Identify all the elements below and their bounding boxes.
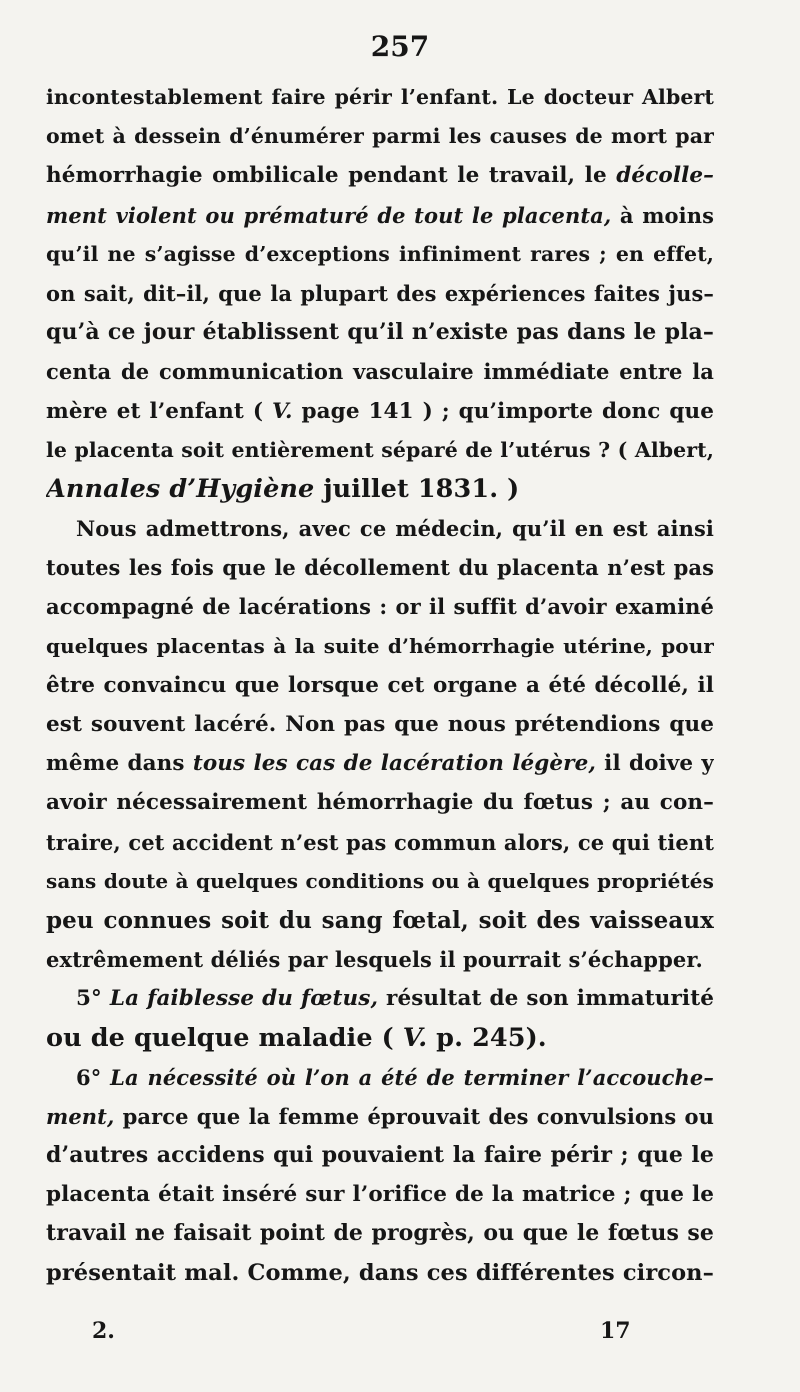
text-line	[46, 744, 714, 783]
text-line	[46, 156, 714, 195]
text-segment: Nous admettrons, avec ce médecin, qu’il en est ainsi	[76, 516, 714, 542]
text-line	[46, 509, 714, 548]
italic-text: V.	[402, 1022, 428, 1053]
text-segment: il doive y	[595, 751, 714, 777]
text-segment: présentait mal. Comme, dans ces différentes circon–	[46, 1259, 714, 1286]
text-segment: qu’il ne s’agisse d’exceptions infiniment rares ; en effet,	[46, 241, 714, 266]
text-segment: qu’à ce jour établissent qu’il n’existe pas dans le pla–	[46, 319, 714, 346]
text-line	[46, 823, 714, 862]
text-segment: toutes les fois que le décollement du placenta n’est pas	[46, 555, 714, 581]
text-segment: résultat de son immaturité	[378, 986, 714, 1012]
text-segment: extrêmement déliés par lesquels il pourrait s’échapper.	[46, 947, 703, 973]
italic-text: La faiblesse du fœtus,	[109, 986, 379, 1012]
text-line	[46, 627, 714, 666]
text-segment: peu connues soit du sang fœtal, soit des vaisseaux	[46, 906, 714, 934]
text-line	[46, 783, 714, 822]
text-segment: quelques placentas à la suite d’hémorrhagie utérine, pour	[46, 633, 714, 658]
text-segment: être convaincu que lorsque cet organe a été décollé, il	[46, 672, 714, 698]
text-segment: traire, cet accident n’est pas commun alors, ce qui tient	[46, 829, 714, 855]
text-segment: 5°	[76, 986, 110, 1012]
text-line	[46, 313, 714, 352]
text-line	[46, 705, 714, 744]
italic-text: ment violent ou prématuré de tout le placenta,	[46, 202, 620, 228]
text-line	[46, 587, 714, 626]
text-segment: p. 245).	[427, 1022, 547, 1053]
text-segment: incontestablement faire périr l’enfant. Le docteur Albert	[46, 85, 714, 109]
italic-text: tous les cas de lacération légère,	[192, 751, 596, 777]
text-segment: placenta était inséré sur l’orifice de la matrice ; que le	[46, 1182, 714, 1208]
text-segment: parce que la femme éprouvait des convulsions ou	[114, 1103, 714, 1129]
text-line	[46, 901, 714, 940]
gathering-number: 17	[600, 1318, 631, 1344]
text-line	[46, 470, 714, 509]
text-line	[46, 235, 714, 274]
text-segment: ou de quelque maladie (	[46, 1022, 403, 1053]
text-segment: centa de communication vasculaire immédiate entre la	[46, 359, 714, 385]
text-line	[46, 666, 714, 705]
text-segment: sans doute à quelques conditions ou à quelques propriétés	[46, 868, 714, 893]
text-segment: juillet 1831. )	[314, 473, 520, 504]
italic-text: décolle–	[616, 163, 714, 189]
body-text	[46, 78, 714, 1293]
text-line	[46, 1019, 714, 1058]
text-segment: accompagné de lacérations : or il suffit d’avoir examiné	[46, 594, 714, 620]
text-segment: page 141 ) ; qu’importe donc que	[292, 398, 714, 424]
text-segment: avoir nécessairement hémorrhagie du fœtus ; au con–	[46, 790, 714, 816]
italic-text: ment,	[46, 1103, 115, 1129]
text-segment: d’autres accidens qui pouvaient la faire périr ; que le	[46, 1142, 714, 1169]
text-line	[46, 117, 714, 156]
italic-text: La nécessité où l’on a été de terminer l’accouche–	[110, 1064, 714, 1090]
page-number: 257	[370, 30, 430, 63]
text-segment: même dans	[46, 751, 193, 777]
text-line	[46, 548, 714, 587]
text-segment: est souvent lacéré. Non pas que nous prétendions que	[46, 712, 714, 737]
text-line	[46, 1254, 714, 1293]
text-line	[46, 392, 714, 431]
signature-mark: 2.	[92, 1318, 115, 1344]
text-line	[46, 196, 714, 235]
text-segment: on sait, dit–il, que la plupart des expériences faites jus–	[46, 280, 714, 306]
italic-text: V.	[272, 398, 293, 424]
text-segment: mère et l’enfant (	[46, 398, 273, 424]
text-segment: à moins	[619, 202, 714, 228]
text-line	[46, 1058, 714, 1097]
text-line	[46, 352, 714, 391]
italic-text: Annales d’Hygiène	[46, 473, 315, 504]
text-segment: omet à dessein d’énumérer parmi les causes de mort par	[46, 124, 714, 149]
text-segment: le placenta soit entièrement séparé de l’utérus ? ( Albert,	[46, 437, 714, 462]
text-line	[46, 1175, 714, 1214]
text-line	[46, 862, 714, 901]
text-line	[46, 1136, 714, 1175]
text-line	[46, 1214, 714, 1253]
text-segment: travail ne faisait point de progrès, ou que le fœtus se	[46, 1220, 714, 1247]
text-line	[46, 431, 714, 470]
text-segment: hémorrhagie ombilicale pendant le travail, le	[46, 163, 617, 189]
text-line	[46, 940, 714, 979]
text-line	[46, 78, 714, 117]
text-segment: 6°	[76, 1064, 111, 1090]
text-line	[46, 274, 714, 313]
text-line	[46, 1097, 714, 1136]
text-line	[46, 979, 714, 1018]
